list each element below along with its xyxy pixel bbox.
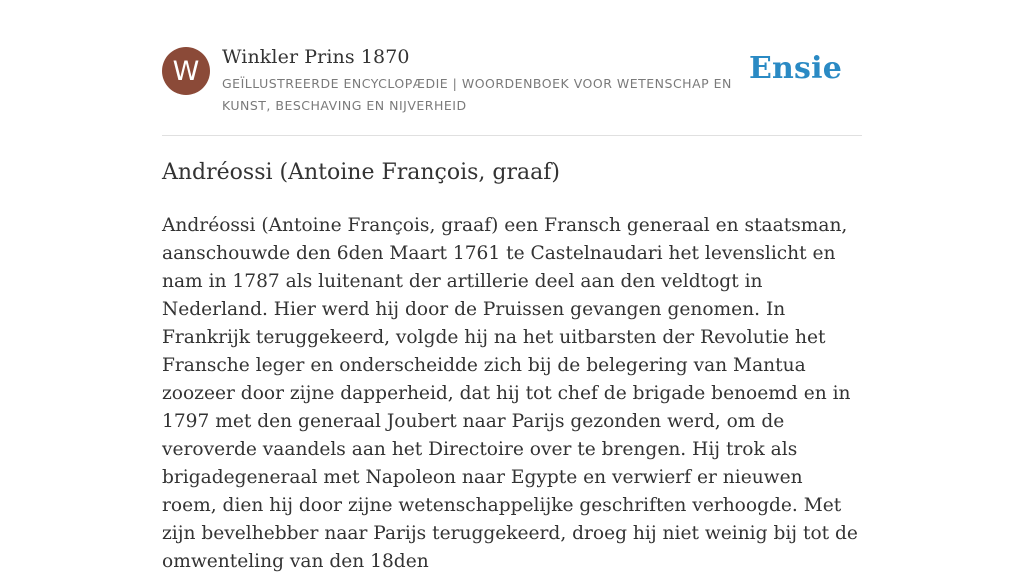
ensie-logo[interactable]: Ensie bbox=[748, 51, 842, 86]
entry-title: Andréossi (Antoine François, graaf) bbox=[162, 160, 560, 185]
entry-body: Andréossi (Antoine François, graaf) een Fransch generaal en staatsman, aanschouwde den 6den Maart 1761 te Castelnaudari het levenslicht en nam in 1787 als luitenant der artillerie deel aan den veldtogt in Nederland. Hier werd hij door de Pruissen gevangen genomen. In Frankrijk teruggekeerd, volgde hij na het uitbarsten der Revolutie het Fransche leger en onderscheidde zich bij de belegering van Mantua zoozeer door zijne dapperheid, dat hij tot chef de brigade benoemd en in 1797 met den generaal Joubert naar Parijs gezonden werd, om de veroverde vaandels aan het Directoire over te brengen. Hij trok als brigadegeneraal met Napoleon naar Egypte en verwierf er nieuwen roem, dien hij door zijne wetenschappelijke geschriften verhoogde. Met zijn bevelhebber naar Parijs teruggekeerd, droeg hij niet weinig bij tot de omwenteling van den 18den bbox=[162, 215, 858, 572]
source-subtitle: GEÏLLUSTREERDE ENCYCLOPÆDIE | WOORDENBOEK VOOR WETENSCHAP EN KUNST, BESCHAVING EN NIJVERHEID bbox=[222, 76, 732, 113]
source-title[interactable]: Winkler Prins 1870 bbox=[222, 46, 410, 68]
source-avatar[interactable]: W bbox=[162, 47, 210, 95]
header-divider bbox=[162, 135, 862, 136]
source-header bbox=[162, 45, 862, 135]
